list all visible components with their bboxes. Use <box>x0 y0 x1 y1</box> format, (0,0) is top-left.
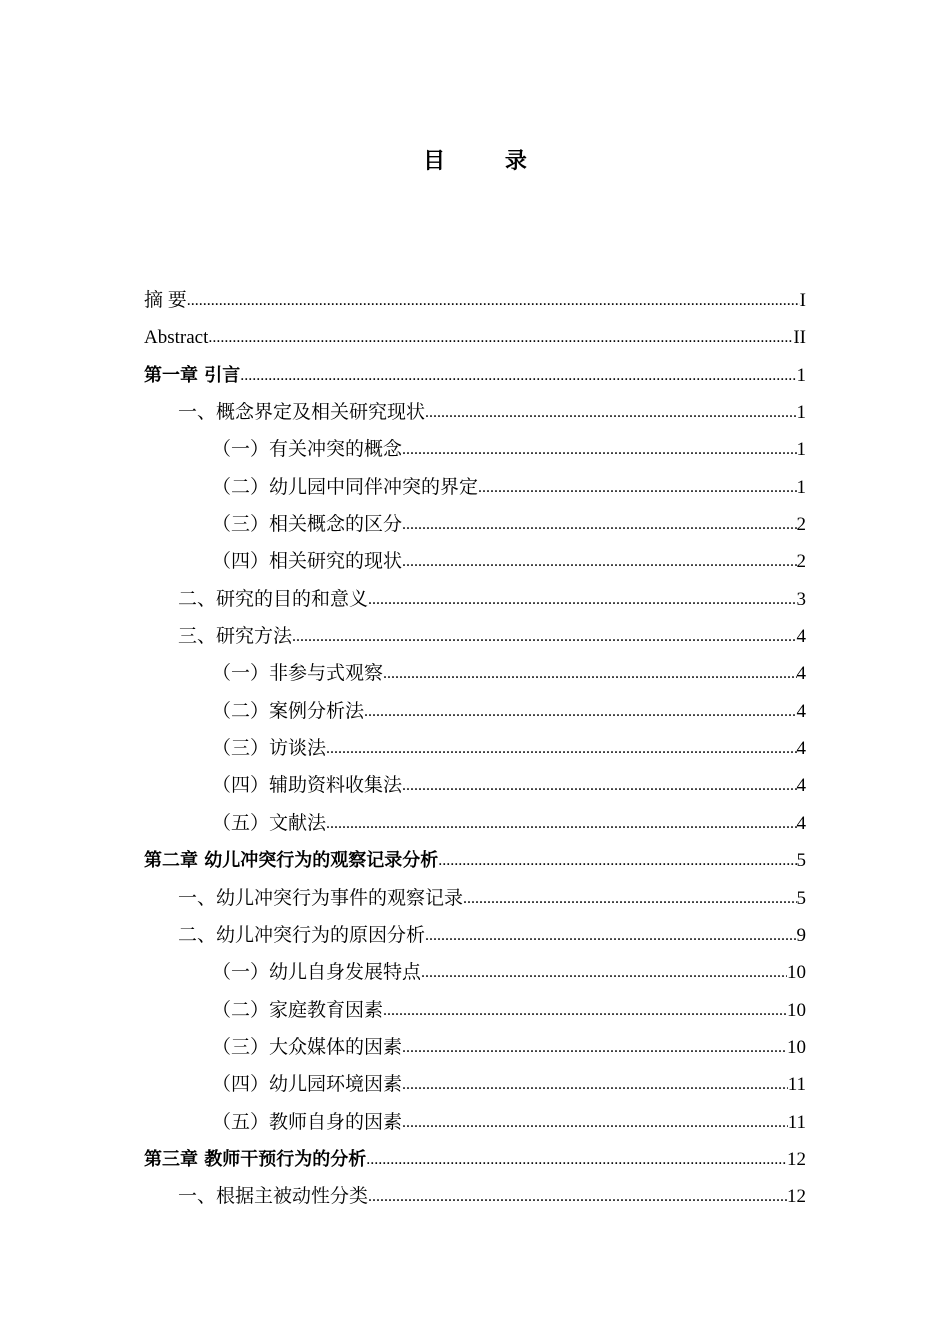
toc-entry-label: （一）幼儿自身发展特点 <box>212 962 422 984</box>
toc-entry-label: 一、根据主被动性分类 <box>178 1186 369 1208</box>
dot-leader <box>364 693 796 730</box>
toc-entry-label: （四）相关研究的现状 <box>212 551 403 573</box>
toc-entry-subsection[interactable] <box>144 1029 806 1066</box>
dot-leader <box>402 431 796 468</box>
dot-leader <box>292 618 796 655</box>
table-of-contents <box>144 282 806 1216</box>
toc-entry-page: 9 <box>796 924 806 946</box>
toc-entry-label: （二）幼儿园中同伴冲突的界定 <box>212 476 479 498</box>
dot-leader <box>421 954 787 991</box>
toc-entry-subsection[interactable] <box>144 992 806 1029</box>
dot-leader <box>402 506 796 543</box>
dot-leader <box>402 1029 787 1066</box>
toc-entry-section[interactable] <box>144 581 806 618</box>
toc-entry-label: 第二章 幼儿冲突行为的观察记录分析 <box>144 850 439 872</box>
toc-entry-label: （四）幼儿园环境因素 <box>212 1074 403 1096</box>
toc-entry-section[interactable] <box>144 618 806 655</box>
dot-leader <box>187 282 800 319</box>
toc-entry-subsection[interactable] <box>144 655 806 692</box>
toc-entry-label: （一）有关冲突的概念 <box>212 439 403 461</box>
toc-entry-label: 一、概念界定及相关研究现状 <box>178 402 426 424</box>
toc-entry-page: 4 <box>796 775 806 797</box>
toc-entry-label: 二、研究的目的和意义 <box>178 588 369 610</box>
dot-leader <box>240 357 796 394</box>
toc-entry-subsection[interactable] <box>144 1104 806 1141</box>
toc-entry-label: （五）教师自身的因素 <box>212 1111 403 1133</box>
dot-leader <box>368 1178 787 1215</box>
toc-entry-page: 12 <box>787 1186 806 1208</box>
toc-entry-page: II <box>793 327 806 349</box>
toc-entry-label: （五）文献法 <box>212 812 327 834</box>
toc-entry-label: 摘 要 <box>144 290 187 311</box>
toc-entry-page: 10 <box>787 999 806 1021</box>
toc-entry-page: 1 <box>796 364 806 386</box>
toc-entry-page: 1 <box>796 439 806 461</box>
toc-entry-subsection[interactable] <box>144 730 806 767</box>
toc-entry-subsection[interactable] <box>144 693 806 730</box>
toc-entry-section[interactable] <box>144 1178 806 1215</box>
toc-entry-label: （三）大众媒体的因素 <box>212 1036 403 1058</box>
toc-entry-page: 2 <box>796 514 806 536</box>
toc-entry-page: I <box>799 290 806 311</box>
dot-leader <box>368 581 796 618</box>
page-title: 目 录 <box>423 149 553 174</box>
dot-leader <box>402 1066 788 1103</box>
toc-entry-label: 第一章 引言 <box>144 364 241 386</box>
toc-entry-page: 12 <box>787 1148 806 1170</box>
toc-entry-page: 4 <box>796 626 806 648</box>
dot-leader <box>425 917 796 954</box>
toc-entry-chapter-1[interactable] <box>144 357 806 394</box>
toc-entry-section[interactable] <box>144 917 806 954</box>
toc-entry-subsection[interactable] <box>144 1066 806 1103</box>
toc-entry-page: 5 <box>796 887 806 909</box>
toc-entry-page: 10 <box>787 962 806 984</box>
toc-entry-chapter-2[interactable] <box>144 842 806 879</box>
toc-entry-label: 二、幼儿冲突行为的原因分析 <box>178 924 426 946</box>
dot-leader <box>425 394 796 431</box>
toc-entry-label: 一、幼儿冲突行为事件的观察记录 <box>178 887 464 909</box>
dot-leader <box>383 655 796 692</box>
toc-entry-label: （四）辅助资料收集法 <box>212 775 403 797</box>
toc-entry-page: 3 <box>796 588 806 610</box>
toc-entry-label: 三、研究方法 <box>178 626 293 648</box>
toc-entry-label: 第三章 教师干预行为的分析 <box>144 1148 367 1170</box>
toc-entry-subsection[interactable] <box>144 543 806 580</box>
toc-entry-label: （二）案例分析法 <box>212 700 365 722</box>
toc-entry-abstract-cn[interactable] <box>144 282 806 319</box>
toc-entry-section[interactable] <box>144 394 806 431</box>
toc-entry-subsection[interactable] <box>144 805 806 842</box>
dot-leader <box>383 992 787 1029</box>
dot-leader <box>366 1141 787 1178</box>
toc-entry-subsection[interactable] <box>144 767 806 804</box>
toc-entry-subsection[interactable] <box>144 954 806 991</box>
dot-leader <box>402 1104 788 1141</box>
dot-leader <box>402 543 796 580</box>
dot-leader <box>326 730 796 767</box>
toc-entry-subsection[interactable] <box>144 506 806 543</box>
toc-entry-page: 10 <box>787 1036 806 1058</box>
toc-entry-page: 1 <box>796 402 806 424</box>
toc-entry-label: （三）相关概念的区分 <box>212 514 403 536</box>
toc-entry-page: 4 <box>796 738 806 760</box>
dot-leader <box>402 767 796 804</box>
toc-entry-page: 4 <box>796 700 806 722</box>
toc-entry-page: 5 <box>796 850 806 872</box>
toc-entry-section[interactable] <box>144 880 806 917</box>
toc-entry-label: （三）访谈法 <box>212 738 327 760</box>
toc-entry-page: 4 <box>796 663 806 685</box>
dot-leader <box>208 319 793 356</box>
toc-entry-page: 11 <box>787 1074 806 1096</box>
toc-entry-label: （二）家庭教育因素 <box>212 999 384 1021</box>
dot-leader <box>463 880 796 917</box>
dot-leader <box>326 805 796 842</box>
toc-entry-label: Abstract <box>144 327 209 349</box>
toc-entry-subsection[interactable] <box>144 431 806 468</box>
toc-entry-page: 1 <box>796 476 806 498</box>
toc-entry-page: 2 <box>796 551 806 573</box>
dot-leader <box>478 469 796 506</box>
toc-entry-page: 11 <box>787 1111 806 1133</box>
dot-leader <box>438 842 796 879</box>
toc-entry-abstract-en[interactable] <box>144 319 806 356</box>
toc-entry-page: 4 <box>796 812 806 834</box>
toc-entry-label: （一）非参与式观察 <box>212 663 384 685</box>
toc-entry-chapter-3[interactable] <box>144 1141 806 1178</box>
toc-entry-subsection[interactable] <box>144 469 806 506</box>
